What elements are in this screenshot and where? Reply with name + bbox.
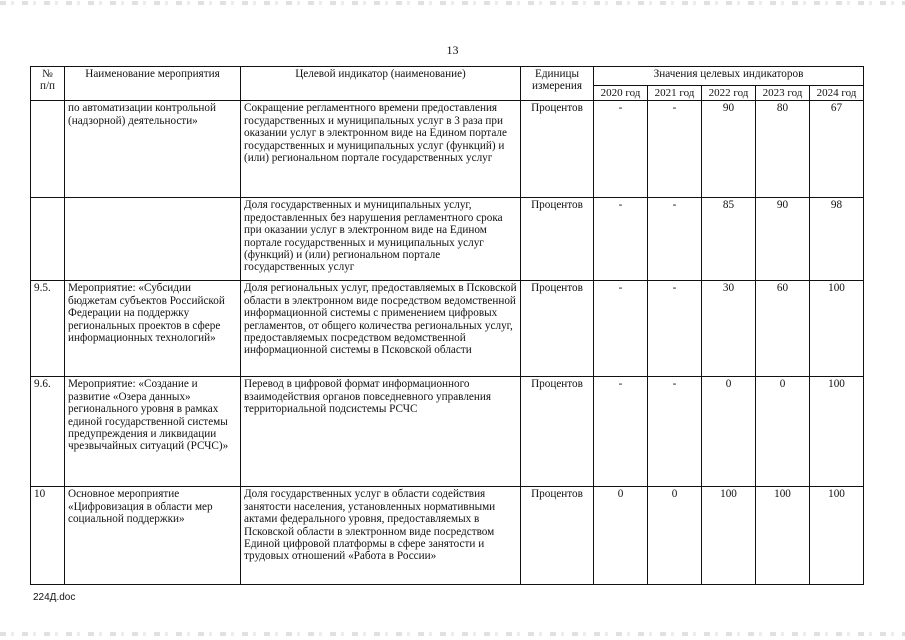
- document-filename: 224Д.doc: [33, 592, 76, 603]
- row-value-2021: -: [648, 281, 702, 377]
- header-activity: Наименование мероприятия: [65, 67, 241, 101]
- row-value-2020: -: [594, 377, 648, 487]
- row-value-2021: -: [648, 198, 702, 281]
- table-row: [31, 281, 864, 377]
- row-value-2020: -: [594, 101, 648, 198]
- scan-artifact-bottom: [0, 632, 905, 636]
- row-indicator: Доля государственных и муниципальных услуг, предоставленных без нарушения регламентного срока при оказании услуг в электронном виде на Едином портале государственных и муниципальных услуг (функций) и (или) региональном портале государственных услуг: [241, 198, 521, 281]
- row-value-2023: 60: [756, 281, 810, 377]
- table-row: [31, 198, 864, 281]
- header-year: 2024 год: [810, 86, 864, 101]
- header-num: № п/п: [31, 67, 65, 101]
- row-unit: Процентов: [521, 198, 594, 281]
- row-activity: Мероприятие: «Создание и развитие «Озера данных» регионального уровня в рамках единой государственной системы предупреждения и ликвидации чрезвычайных ситуаций (РСЧС)»: [65, 377, 241, 487]
- header-year: 2021 год: [648, 86, 702, 101]
- indicators-table: [30, 66, 864, 585]
- table-row: [31, 101, 864, 198]
- row-value-2024: 100: [810, 281, 864, 377]
- table-row: [31, 487, 864, 585]
- row-value-2024: 98: [810, 198, 864, 281]
- row-value-2022: 0: [702, 377, 756, 487]
- row-value-2022: 30: [702, 281, 756, 377]
- row-unit: Процентов: [521, 281, 594, 377]
- row-value-2024: 67: [810, 101, 864, 198]
- row-num: [31, 198, 65, 281]
- row-unit: Процентов: [521, 101, 594, 198]
- row-indicator: Доля государственных услуг в области содействия занятости населения, установленных нормативными актами федерального уровня, предоставляемых в Псковской области в электронном виде посредством Единой цифровой платформы в сфере занятости и трудовых отношений «Работа в России»: [241, 487, 521, 585]
- header-unit: Единицы измерения: [521, 67, 594, 101]
- row-value-2021: 0: [648, 487, 702, 585]
- row-value-2023: 80: [756, 101, 810, 198]
- row-value-2020: -: [594, 198, 648, 281]
- row-num: 9.6.: [31, 377, 65, 487]
- row-value-2024: 100: [810, 377, 864, 487]
- row-indicator: Доля региональных услуг, предоставляемых в Псковской области в электронном виде посредством ведомственной информационной системы с применением цифровых регламентов, от общего количества региональных услуг, предоставляемых посредством ведомственной информационной системы в Псковской области: [241, 281, 521, 377]
- row-value-2021: -: [648, 101, 702, 198]
- header-indicator: Целевой индикатор (наименование): [241, 67, 521, 101]
- row-value-2021: -: [648, 377, 702, 487]
- row-num: 10: [31, 487, 65, 585]
- row-value-2024: 100: [810, 487, 864, 585]
- header-year: 2020 год: [594, 86, 648, 101]
- row-value-2020: 0: [594, 487, 648, 585]
- row-value-2020: -: [594, 281, 648, 377]
- header-year: 2022 год: [702, 86, 756, 101]
- row-value-2022: 90: [702, 101, 756, 198]
- row-activity: по автоматизации контрольной (надзорной) деятельности»: [65, 101, 241, 198]
- row-indicator: Сокращение регламентного времени предоставления государственных и муниципальных услуг в 3 раза при оказании услуг в электронном виде на Едином портале государственных и муниципальных услуг (функций) и (или) региональном портале государственных услуг: [241, 101, 521, 198]
- table-row: [31, 377, 864, 487]
- row-activity: [65, 198, 241, 281]
- header-year: 2023 год: [756, 86, 810, 101]
- page-number: 13: [446, 43, 459, 57]
- row-num: [31, 101, 65, 198]
- row-activity: Основное мероприятие «Цифровизация в области мер социальной поддержки»: [65, 487, 241, 585]
- row-value-2023: 0: [756, 377, 810, 487]
- row-value-2022: 85: [702, 198, 756, 281]
- row-unit: Процентов: [521, 377, 594, 487]
- row-activity: Мероприятие: «Субсидии бюджетам субъектов Российской Федерации на поддержку региональных проектов в сфере информационных технологий»: [65, 281, 241, 377]
- row-value-2022: 100: [702, 487, 756, 585]
- header-values-group: Значения целевых индикаторов: [594, 67, 864, 86]
- row-num: 9.5.: [31, 281, 65, 377]
- row-indicator: Перевод в цифровой формат информационного взаимодействия органов повседневного управления территориальной подсистемы РСЧС: [241, 377, 521, 487]
- scan-artifact-top: [0, 1, 905, 5]
- row-unit: Процентов: [521, 487, 594, 585]
- row-value-2023: 100: [756, 487, 810, 585]
- row-value-2023: 90: [756, 198, 810, 281]
